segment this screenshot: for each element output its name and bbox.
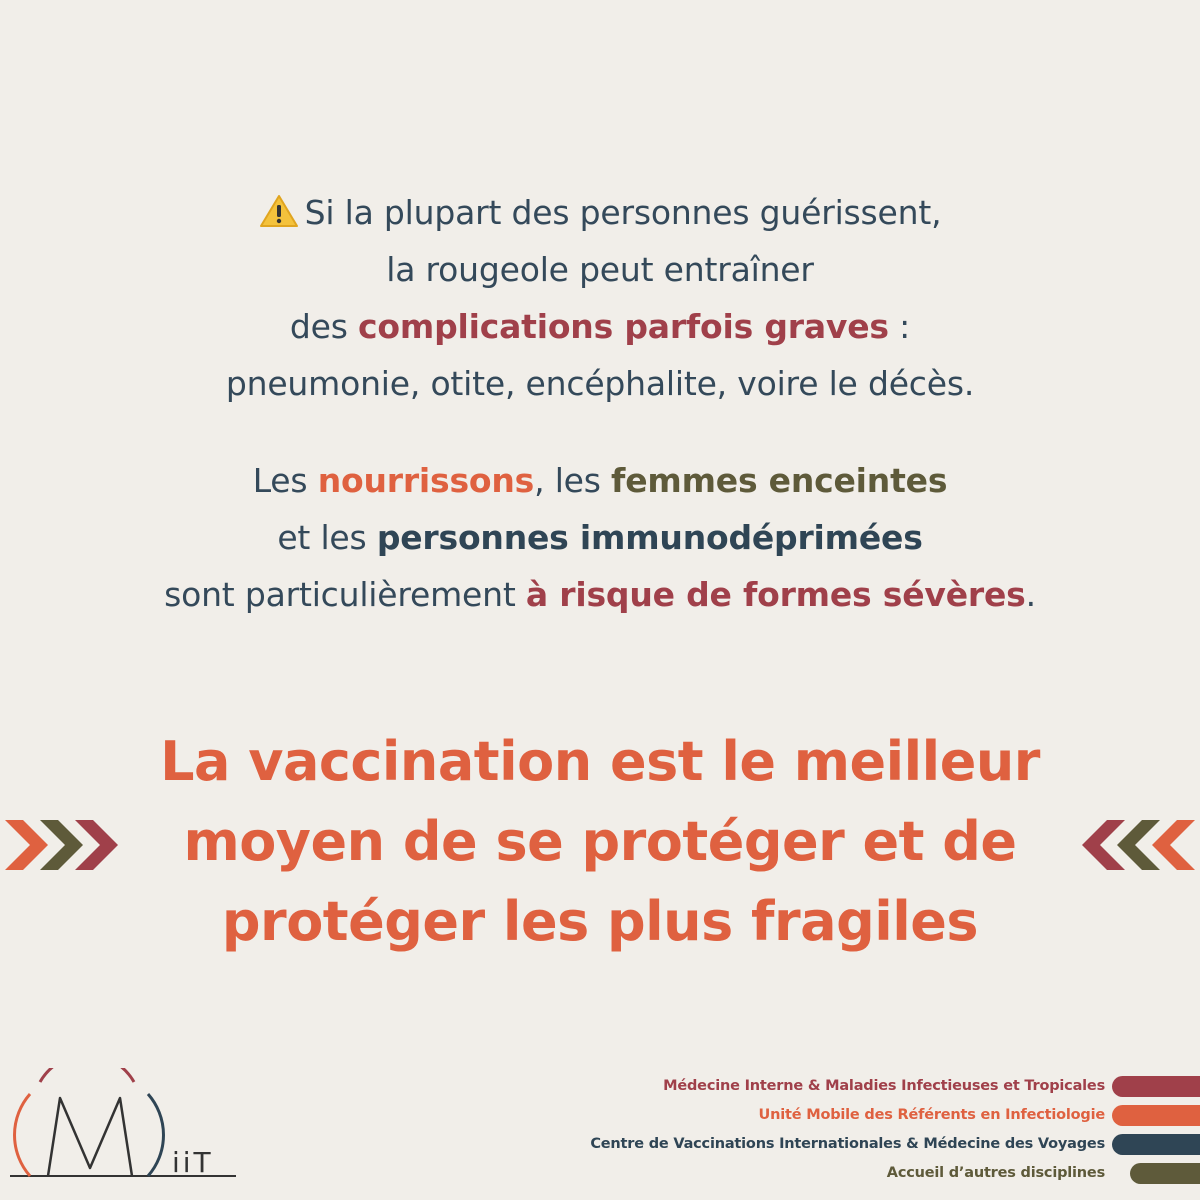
headline-line: moyen de se protéger et de	[183, 810, 1017, 873]
paragraph-text: .	[1025, 575, 1036, 614]
paragraph-line	[0, 452, 1200, 509]
legend-row	[500, 1073, 1200, 1102]
headline-line: La vaccination est le meilleur	[160, 730, 1040, 793]
legend-bar	[1130, 1163, 1200, 1184]
legend-row	[500, 1131, 1200, 1160]
emphasis-pregnant-women: femmes enceintes	[611, 461, 948, 500]
vaccination-headline	[120, 722, 1080, 962]
emphasis-severe-risk: à risque de formes sévères	[525, 575, 1026, 614]
emphasis-infants: nourrissons	[317, 461, 535, 500]
paragraph-text: pneumonie, otite, encéphalite, voire le décès.	[225, 364, 975, 403]
legend-bar	[1112, 1105, 1200, 1126]
logo-text: iiT	[172, 1146, 214, 1179]
complications-paragraph	[0, 184, 1200, 412]
paragraph-text: la rougeole peut entraîner	[386, 250, 814, 289]
legend-label: Unité Mobile des Référents en Infectiologie	[758, 1107, 1105, 1123]
paragraph-text: Si la plupart des personnes guérissent,	[304, 193, 942, 232]
paragraph-text: des	[289, 307, 359, 346]
legend-row	[500, 1102, 1200, 1131]
emphasis-complications: complications parfois graves	[358, 307, 889, 346]
chevrons-left-icon	[1080, 810, 1200, 880]
emphasis-immunocompromised: personnes immunodéprimées	[376, 518, 923, 557]
legend-label: Centre de Vaccinations Internationales & Médecine des Voyages	[590, 1136, 1105, 1152]
paragraph-text: Les	[252, 461, 318, 500]
paragraph-line	[0, 509, 1200, 566]
legend-row	[500, 1160, 1200, 1189]
paragraph-text: :	[888, 307, 911, 346]
legend-bar	[1112, 1134, 1200, 1155]
paragraph-line	[0, 184, 1200, 241]
paragraph-line	[0, 355, 1200, 412]
paragraph-text: et les	[277, 518, 377, 557]
paragraph-text: sont particulièrement	[164, 575, 526, 614]
department-legend	[500, 1073, 1200, 1189]
legend-label: Accueil d’autres disciplines	[886, 1165, 1105, 1181]
paragraph-line	[0, 241, 1200, 298]
at-risk-paragraph	[0, 452, 1200, 623]
warning-icon	[259, 194, 299, 228]
paragraph-line	[0, 298, 1200, 355]
legend-label: Médecine Interne & Maladies Infectieuses et Tropicales	[663, 1078, 1105, 1094]
chevrons-right-icon	[0, 810, 120, 880]
legend-bar	[1112, 1076, 1200, 1097]
headline-line: protéger les plus fragiles	[221, 890, 979, 953]
paragraph-text: , les	[534, 461, 612, 500]
paragraph-line	[0, 566, 1200, 623]
miit-logo	[0, 1068, 240, 1200]
